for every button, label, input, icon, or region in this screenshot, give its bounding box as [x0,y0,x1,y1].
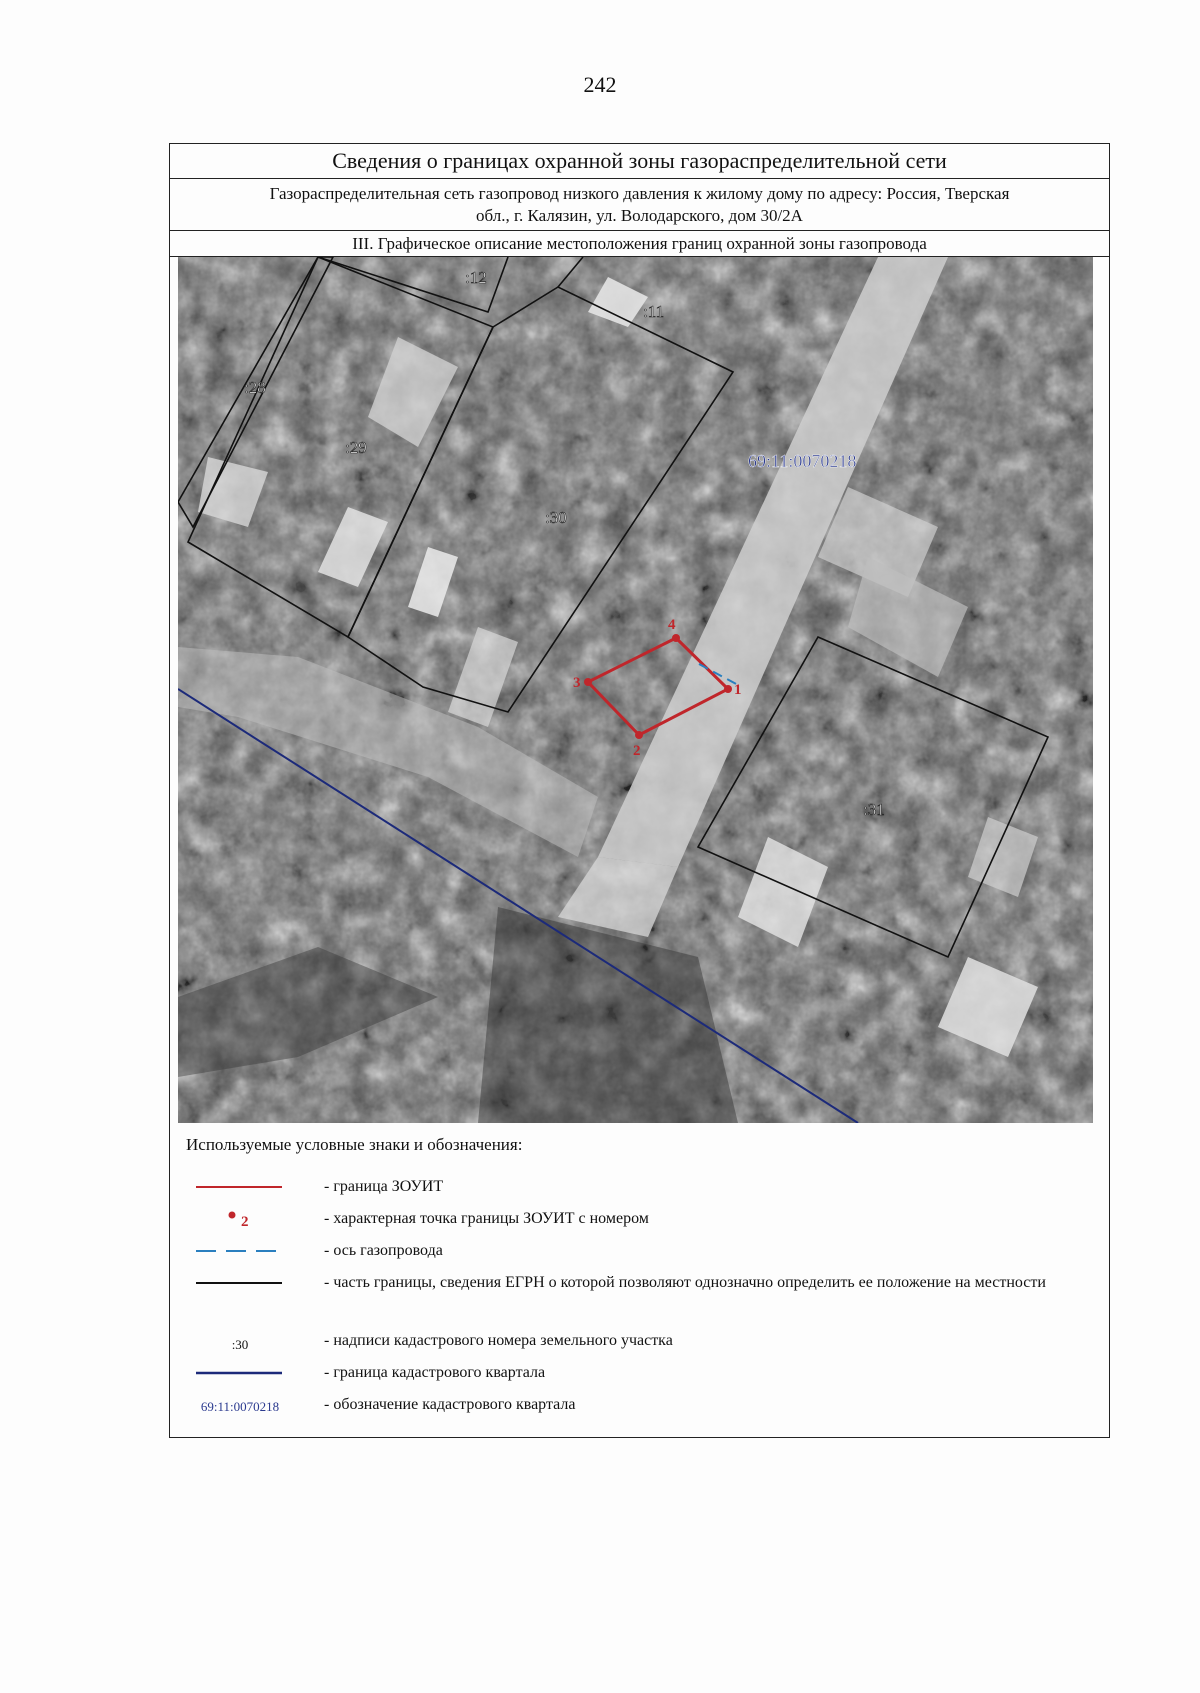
parcel-label-30: :30 [545,508,567,527]
blue-dashed-line-symbol [186,1236,294,1266]
navy-line-symbol [186,1358,294,1388]
legend-item-zone-point: 2 - характерная точка границы ЗОУИТ с номером [186,1204,1086,1234]
black-line-symbol [186,1268,294,1298]
aerial-map [178,257,1093,1123]
object-line-2: обл., г. Калязин, ул. Володарского, дом 30/2А [476,206,803,225]
zone-point-1-label: 1 [734,682,742,698]
legend-title: Используемые условные знаки и обозначения: [186,1135,523,1154]
parcel-label-11: :11 [643,302,665,321]
legend-item-zone-boundary: - граница ЗОУИТ [186,1172,1086,1202]
zone-point-2 [635,731,643,739]
zone-point-4-label: 4 [668,617,676,633]
parcel-label-31: :31 [863,800,885,819]
parcel-label-symbol: :30 [231,1337,249,1352]
object-line-1: Газораспределительная сеть газопровод низкого давления к жилому дому по адресу: Россия, Тверская [269,184,1010,203]
legend-item-quarter-label: 69:11:0070218 - обозначение кадастрового квартала [186,1390,1086,1420]
zone-point-2-label: 2 [633,743,641,759]
zone-point-1 [724,685,732,693]
quarter-label-symbol: 69:11:0070218 [200,1399,280,1414]
parcel-label-29: :29 [345,438,367,457]
parcel-label-28: :28 [244,378,266,397]
parcel-label-12: :12 [465,268,487,287]
zone-point-3-label: 3 [573,675,581,691]
red-point-symbol [186,1204,294,1234]
legend-item-quarter-boundary: - граница кадастрового квартала [186,1358,1086,1388]
quarter-label: 69:11:0070218 [748,451,857,471]
legend-item-parcel-label: :30 - надписи кадастрового номера земельного участка [186,1326,1086,1356]
object-description [170,179,1109,231]
red-line-symbol [186,1172,294,1202]
zone-point-4 [672,634,680,642]
scheme-title: Сведения о границах охранной зоны газораспределительной сети [170,144,1109,179]
svg-text:2: 2 [241,1214,249,1230]
page-number: 242 [583,72,617,97]
legend-item-gas-axis: - ось газопровода [186,1236,1086,1266]
legend-item-parcel-boundary: - часть границы, сведения ЕГРН о которой позволяют однозначно определить ее положение на местности [186,1268,1086,1320]
section-title: III. Графическое описание местоположения границ охранной зоны газопровода [170,231,1109,257]
aerial-photo [178,257,1093,1123]
zone-point-3 [584,678,592,686]
